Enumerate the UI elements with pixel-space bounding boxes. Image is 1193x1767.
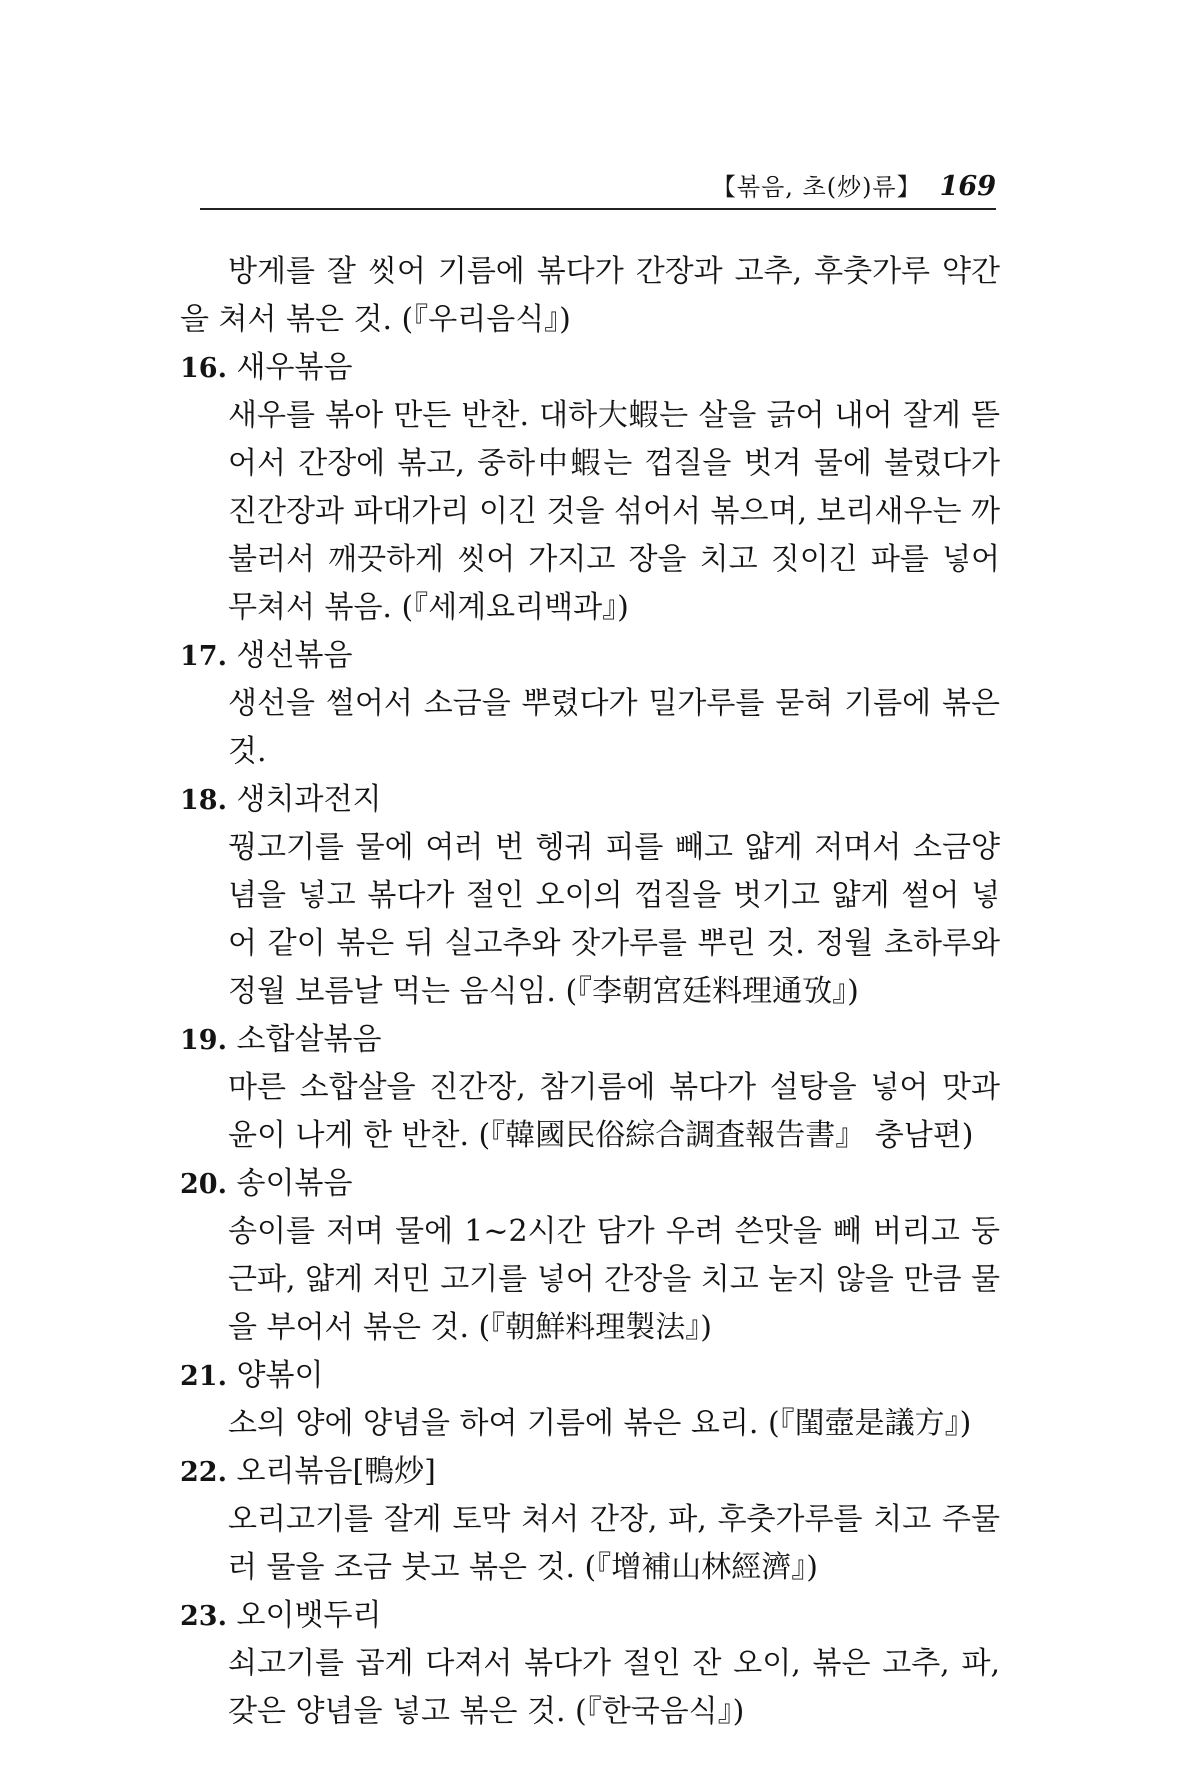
entry-title: 소합살볶음 xyxy=(236,1022,382,1057)
entry-title: 오리볶음[鴨炒] xyxy=(236,1454,436,1489)
entry-text: 마른 소합살을 진간장, 참기름에 볶다가 설탕을 넣어 맛과 윤이 나게 한 반찬. (『韓國民俗綜合調査報告書』 충남편) xyxy=(228,1070,1000,1153)
entry-text: 쇠고기를 곱게 다져서 볶다가 절인 잔 오이, 볶은 고추, 파, 갖은 양념을 넣고 볶은 것. (『한국음식』) xyxy=(228,1646,1000,1729)
entry-title: 생치과전지 xyxy=(236,782,382,817)
entry-text: 오리고기를 잘게 토막 쳐서 간장, 파, 후춧가루를 치고 주물러 물을 조금 붓고 볶은 것. (『增補山林經濟』) xyxy=(228,1502,1000,1585)
entry-16 xyxy=(180,344,1000,632)
entry-number: 18. xyxy=(180,785,227,816)
header-rule xyxy=(200,208,996,210)
entry-title: 송이볶음 xyxy=(236,1166,353,1201)
entry-21 xyxy=(180,1352,1000,1448)
entry-heading xyxy=(180,632,1000,680)
entry-number: 22. xyxy=(180,1457,227,1488)
entry-number: 16. xyxy=(180,353,227,384)
entry-title: 오이뱃두리 xyxy=(236,1598,382,1633)
entry-number: 21. xyxy=(180,1361,227,1392)
entry-number: 17. xyxy=(180,641,227,672)
page-body xyxy=(180,248,1000,1736)
continued-paragraph: 방게를 잘 씻어 기름에 볶다가 간장과 고추, 후춧가루 약간을 쳐서 볶은 것. (『우리음식』) xyxy=(180,254,1000,337)
entry-17 xyxy=(180,632,1000,776)
entry-text: 새우를 볶아 만든 반찬. 대하大蝦는 살을 긁어 내어 잘게 뜯어서 간장에 볶고, 중하中蝦는 껍질을 벗겨 물에 불렸다가 진간장과 파대가리 이긴 것을 섞어서 볶으며, 보리새우는 까불러서 깨끗하게 씻어 가지고 장을 치고 짓이긴 파를 넣어 무쳐서 볶음. (『세계요리백과』) xyxy=(228,398,1000,625)
entry-number: 23. xyxy=(180,1601,227,1632)
entry-heading xyxy=(180,1016,1000,1064)
entry-text: 생선을 썰어서 소금을 뿌렸다가 밀가루를 묻혀 기름에 볶은 것. xyxy=(228,686,1000,769)
entry-number: 20. xyxy=(180,1169,227,1200)
entry-heading xyxy=(180,1592,1000,1640)
entry-number: 19. xyxy=(180,1025,227,1056)
entry-20 xyxy=(180,1160,1000,1352)
entry-text: 소의 양에 양념을 하여 기름에 볶은 요리. (『閨壼是議方』) xyxy=(228,1406,972,1441)
entry-title: 새우볶음 xyxy=(236,350,353,385)
entry-heading xyxy=(180,1448,1000,1496)
entry-heading xyxy=(180,344,1000,392)
entry-23 xyxy=(180,1592,1000,1736)
entry-text: 꿩고기를 물에 여러 번 헹궈 피를 빼고 얇게 저며서 소금양념을 넣고 볶다가 절인 오이의 껍질을 벗기고 얇게 썰어 넣어 같이 볶은 뒤 실고추와 잣가루를 뿌린 것. 정월 초하루와 정월 보름날 먹는 음식임. (『李朝宮廷料理通攷』) xyxy=(228,830,1000,1009)
entry-title: 양볶이 xyxy=(236,1358,324,1393)
entry-18 xyxy=(180,776,1000,1016)
entry-text: 송이를 저며 물에 1~2시간 담가 우려 쓴맛을 빼 버리고 둥근파, 얇게 저민 고기를 넣어 간장을 치고 눋지 않을 만큼 물을 부어서 볶은 것. (『朝鮮料理製法』) xyxy=(228,1214,1000,1345)
entry-19 xyxy=(180,1016,1000,1160)
entry-heading xyxy=(180,1352,1000,1400)
entry-22 xyxy=(180,1448,1000,1592)
section-title: 【볶음, 초(炒)류】 xyxy=(711,173,922,201)
running-header xyxy=(200,167,996,207)
entry-title: 생선볶음 xyxy=(236,638,353,673)
page-number: 169 xyxy=(939,171,996,202)
entry-heading xyxy=(180,1160,1000,1208)
entry-heading xyxy=(180,776,1000,824)
